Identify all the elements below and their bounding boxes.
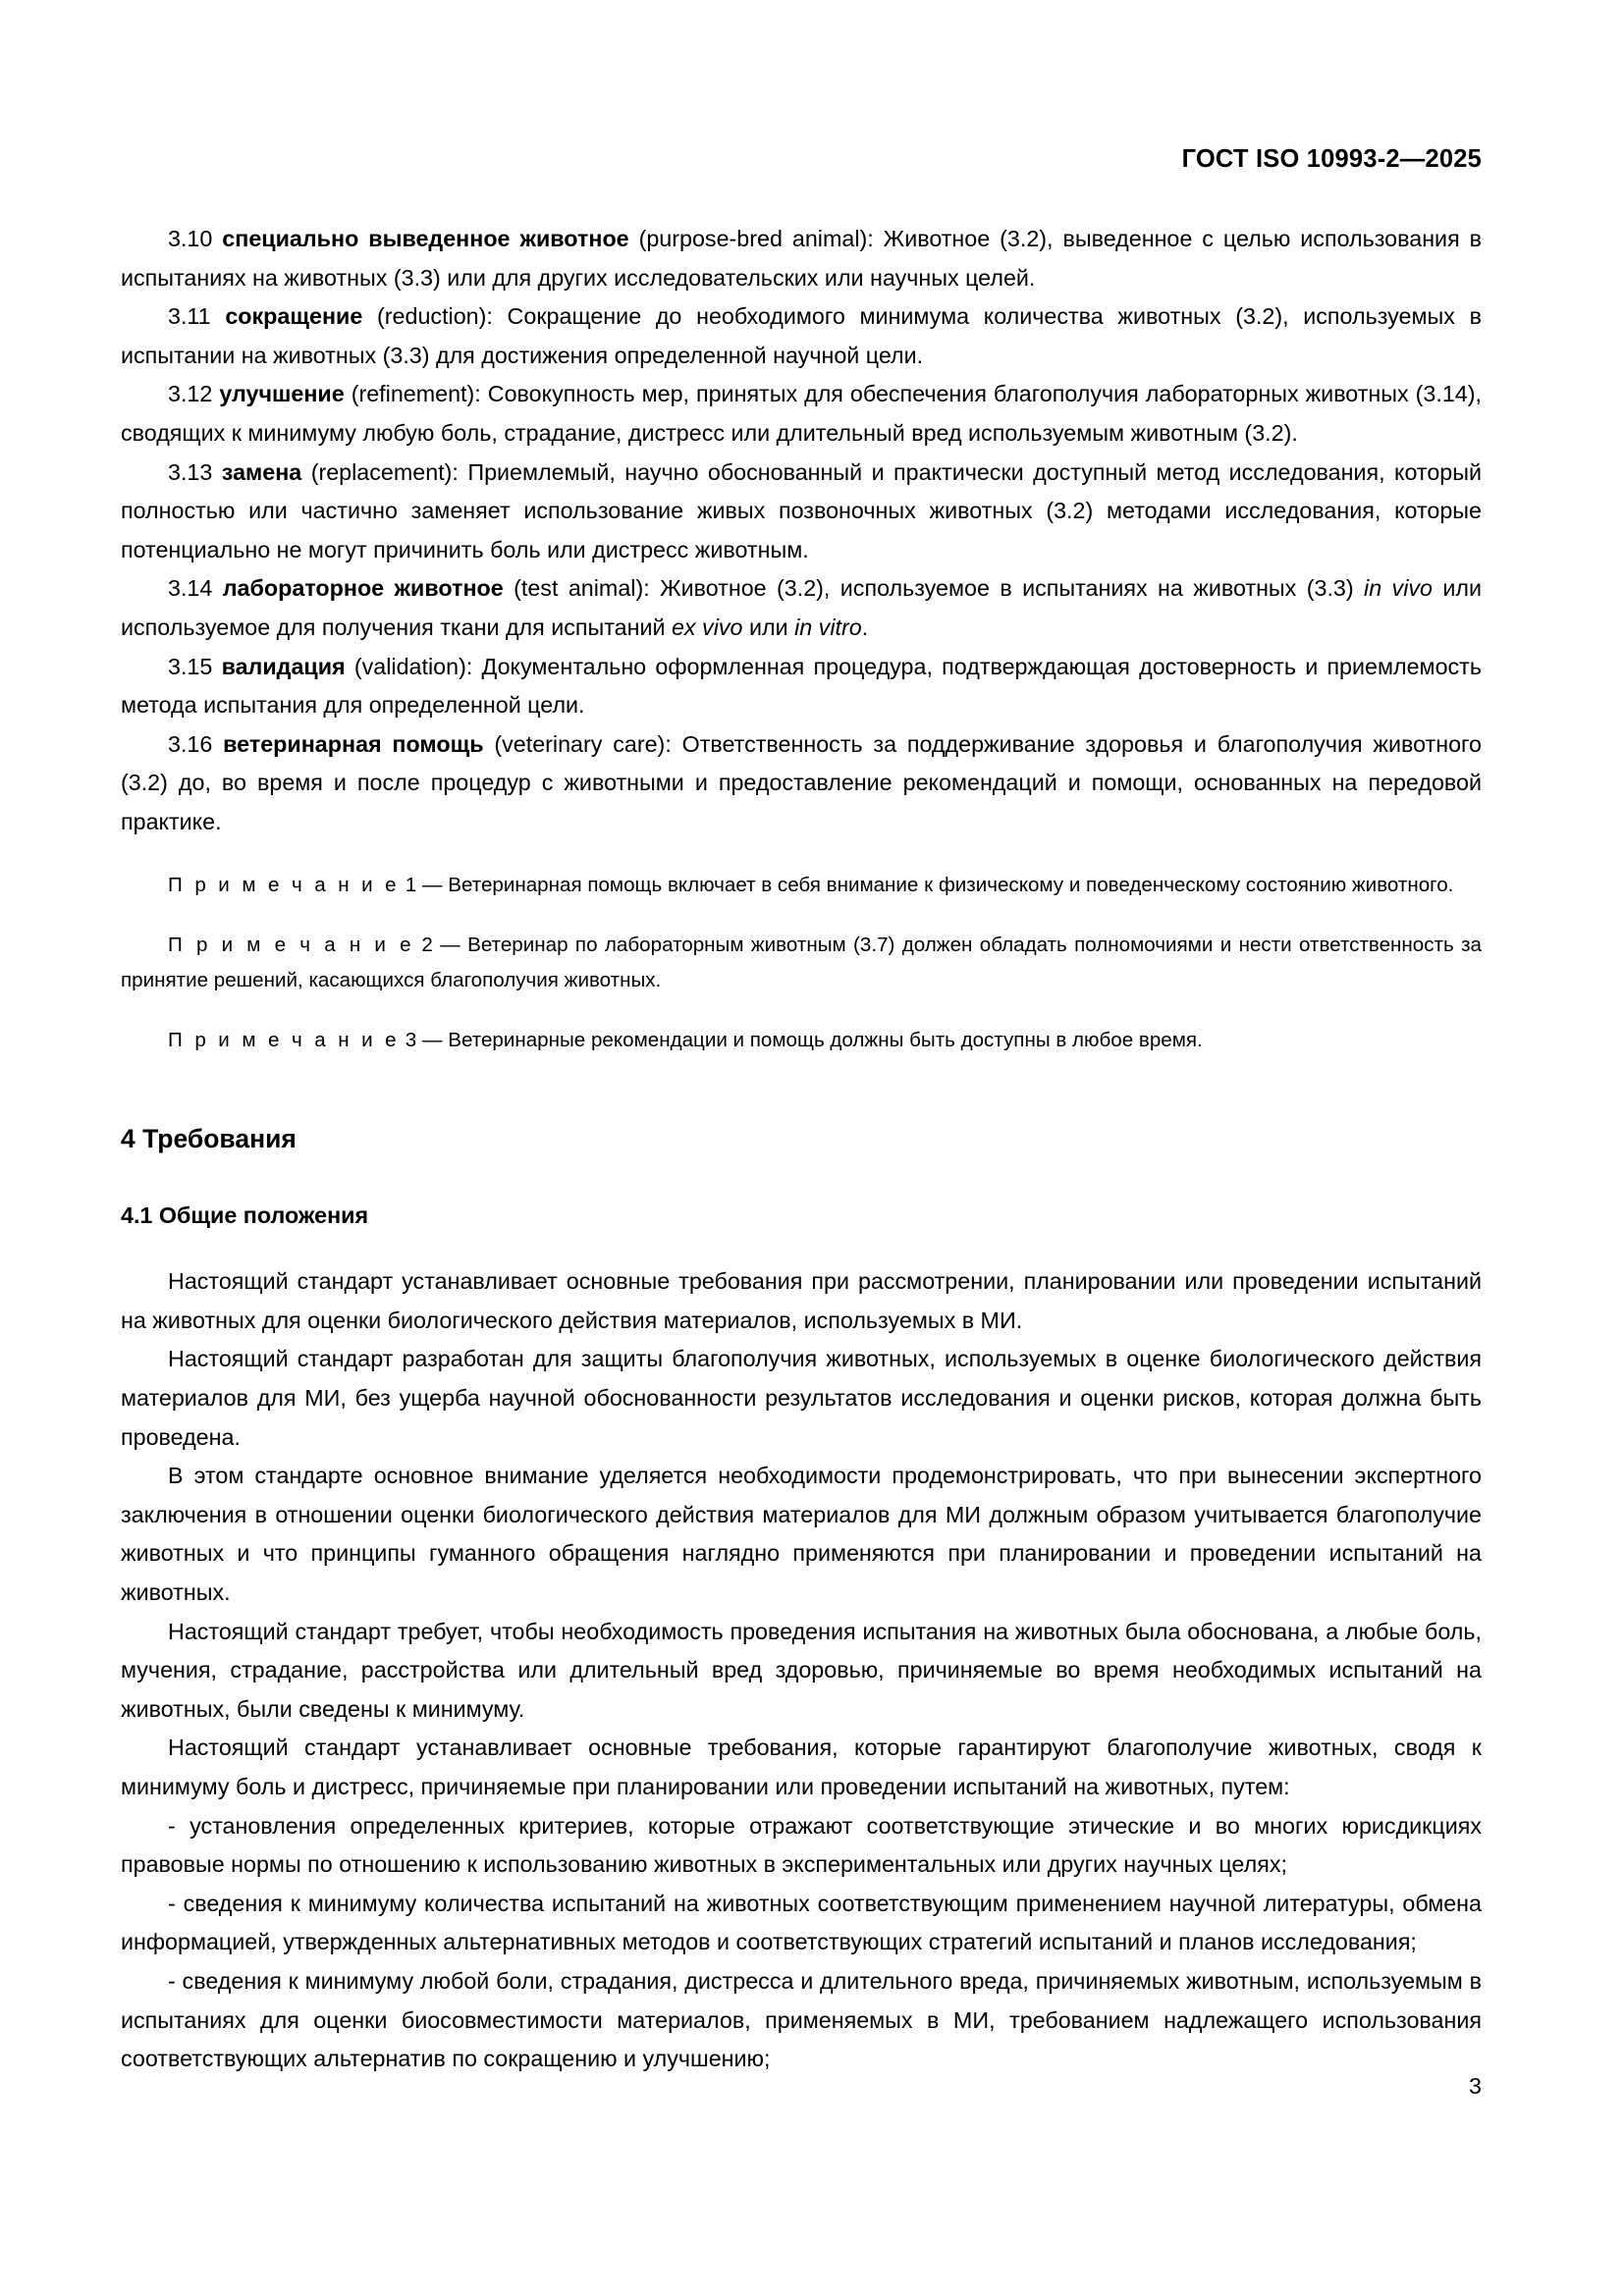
term-name-en: (replacement) [310,458,453,485]
note-text: Ветеринар по лабораторным животным (3.7) должен обладать полномочиями и нести ответственность за принятие решений, касающихся благополучия животных. [121,933,1482,991]
note-2 [121,928,1482,998]
header-standard-title: ГОСТ ISO 10993-2—2025 [1181,145,1482,173]
term-number: 3.10 [168,226,213,251]
term-name-en: (validation) [353,653,466,679]
term-entry-3-10 [121,220,1482,297]
term-number: 3.15 [168,653,213,679]
term-number: 3.12 [168,381,213,407]
paragraph-41-2: Настоящий стандарт разработан для защиты благополучия животных, используемых в оценке биологического действия материалов для МИ, без ущерба научной обоснованности результатов исследования и оценки рисков, которая должна быть проведена. [121,1346,1482,1450]
term-italic-in-vitro: in vitro [794,614,862,640]
note-text: Ветеринарная помощь включает в себя внимание к физическому и поведенческому состоянию животного. [448,873,1454,896]
term-definition: : Приемлемый, научно обоснованный и практически доступный метод исследования, который полностью или частично заменяет использование живых позвоночных животных (3.2) методами исследования, которые потенциально не могут причинить боль или дистресс животным. [121,458,1482,562]
note-number: 1 [405,873,417,896]
note-dash: — [416,1028,449,1051]
note-number: 2 [421,933,433,956]
term-definition: : Животное (3.2), выведенное с целью использования в испытаниях на животных (3.3) или для других исследовательских или научных целей. [121,226,1483,291]
term-entry-3-11 [121,297,1482,375]
note-number: 3 [405,1028,417,1051]
note-3 [121,1023,1482,1058]
paragraph-41-4: Настоящий стандарт требует, чтобы необходимость проведения испытания на животных была обоснована, а любые боль, мучения, страдание, расстройства или длительный вред здоровью, причиняемые во время необходимых испытаний на животных, были сведены к минимуму. [121,1618,1482,1722]
term-number: 3.11 [168,303,211,330]
term-name-en: (reduction) [377,303,487,330]
term-definition: : Документально оформленная процедура, подтверждающая достоверность и приемлемость метода испытания для определенной цели. [121,653,1482,719]
term-definition-part4: . [861,614,869,640]
term-number: 3.13 [168,458,213,485]
term-name-en: (test animal) [514,575,644,602]
term-definition-part3: или [742,614,795,640]
term-name-ru: сокращение [225,303,363,330]
subsection-41-heading: 4.1 Общие положения [121,1202,369,1229]
note-label: П р и м е ч а н и е [168,933,414,956]
term-number: 3.16 [168,730,213,757]
term-entry-3-12 [121,375,1482,453]
term-name-en: (refinement) [351,381,475,407]
term-italic-in-vivo: in vivo [1364,575,1433,602]
term-entry-3-16 [121,725,1482,842]
term-number: 3.14 [168,575,213,602]
term-definition: : Ответственность за поддерживание здоровья и благополучия животного (3.2) до, во время и после процедур с животными и предоставление рекомендаций и помощи, основанных на передовой практике. [121,730,1482,834]
section-4-heading: 4 Требования [121,1123,297,1153]
bullet-item-2: - сведения к минимуму количества испытаний на животных соответствующим применением научной литературы, обмена информацией, утвержденных альтернативных методов и соответствующих стратегий испытаний и планов исследования; [121,1890,1482,1955]
term-entry-3-15 [121,648,1482,725]
term-name-ru: замена [221,458,302,485]
term-entry-3-13 [121,454,1482,570]
note-text: Ветеринарные рекомендации и помощь должны быть доступны в любое время. [448,1028,1203,1051]
note-dash: — [432,933,468,956]
paragraph-41-5: Настоящий стандарт устанавливает основные требования, которые гарантируют благополучие животных, сводя к минимуму боль и дистресс, причиняемые при планировании или проведении испытаний на животных, путем: [121,1735,1482,1799]
bullet-item-3: - сведения к минимуму любой боли, страдания, дистресса и длительного вреда, причиняемых животным, используемым в испытаниях для оценки биосовместимости материалов, применяемых в МИ, требованием надлежащего использования соответствующих альтернатив по сокращению и улучшению; [121,1967,1482,2072]
term-definition-part2: или используемое для получения ткани для испытаний [121,575,1483,640]
term-name-en: (purpose-bred animal) [638,226,868,251]
note-dash: — [416,873,449,896]
term-name-ru: валидация [221,653,346,679]
term-definition: : Сокращение до необходимого минимума количества животных (3.2), используемых в испытании на животных (3.3) для достижения определенной научной цели. [121,303,1482,368]
note-label: П р и м е ч а н и е [168,1028,400,1051]
paragraph-41-3: В этом стандарте основное внимание уделяется необходимости продемонстрировать, что при вынесении экспертного заключения в отношении оценки биологического действия материалов для МИ должным образом учитывается благополучие животных и что принципы гуманного обращения наглядно применяются при планировании и проведении испытаний на животных. [121,1463,1482,1605]
note-1 [121,868,1482,903]
term-name-ru: специально выведенное животное [222,226,629,251]
section-4-wrapper [121,1124,1482,1155]
term-entry-3-14 [121,569,1482,647]
note-label: П р и м е ч а н и е [168,873,400,896]
subsection-41-wrapper [121,1202,1482,1230]
page-number-footer [121,2073,1482,2100]
term-name-ru: лабораторное животное [222,575,504,602]
page-number-value: 3 [1469,2073,1482,2099]
term-name-en: (veterinary care) [494,730,666,757]
page-header [121,145,1482,174]
term-definition-part1: : Животное (3.2), используемое в испытаниях на животных (3.3) [643,575,1365,602]
term-italic-ex-vivo: ex vivo [671,614,743,640]
page-content [121,220,1482,2079]
term-name-ru: ветеринарная помощь [223,730,484,757]
term-definition: : Совокупность мер, принятых для обеспечения благополучия лабораторных животных (3.14), сводящих к минимуму любую боль, страдание, дистресс или длительный вред используемым животным (3.2). [121,381,1482,446]
paragraph-41-1: Настоящий стандарт устанавливает основные требования при рассмотрении, планировании или проведении испытаний на животных для оценки биологического действия материалов, используемых в МИ. [121,1268,1482,1333]
term-name-ru: улучшение [219,381,345,407]
bullet-item-1: - установления определенных критериев, которые отражают соответствующие этические и во многих юрисдикциях правовые нормы по отношению к использованию животных в экспериментальных или других научных целях; [121,1812,1482,1878]
